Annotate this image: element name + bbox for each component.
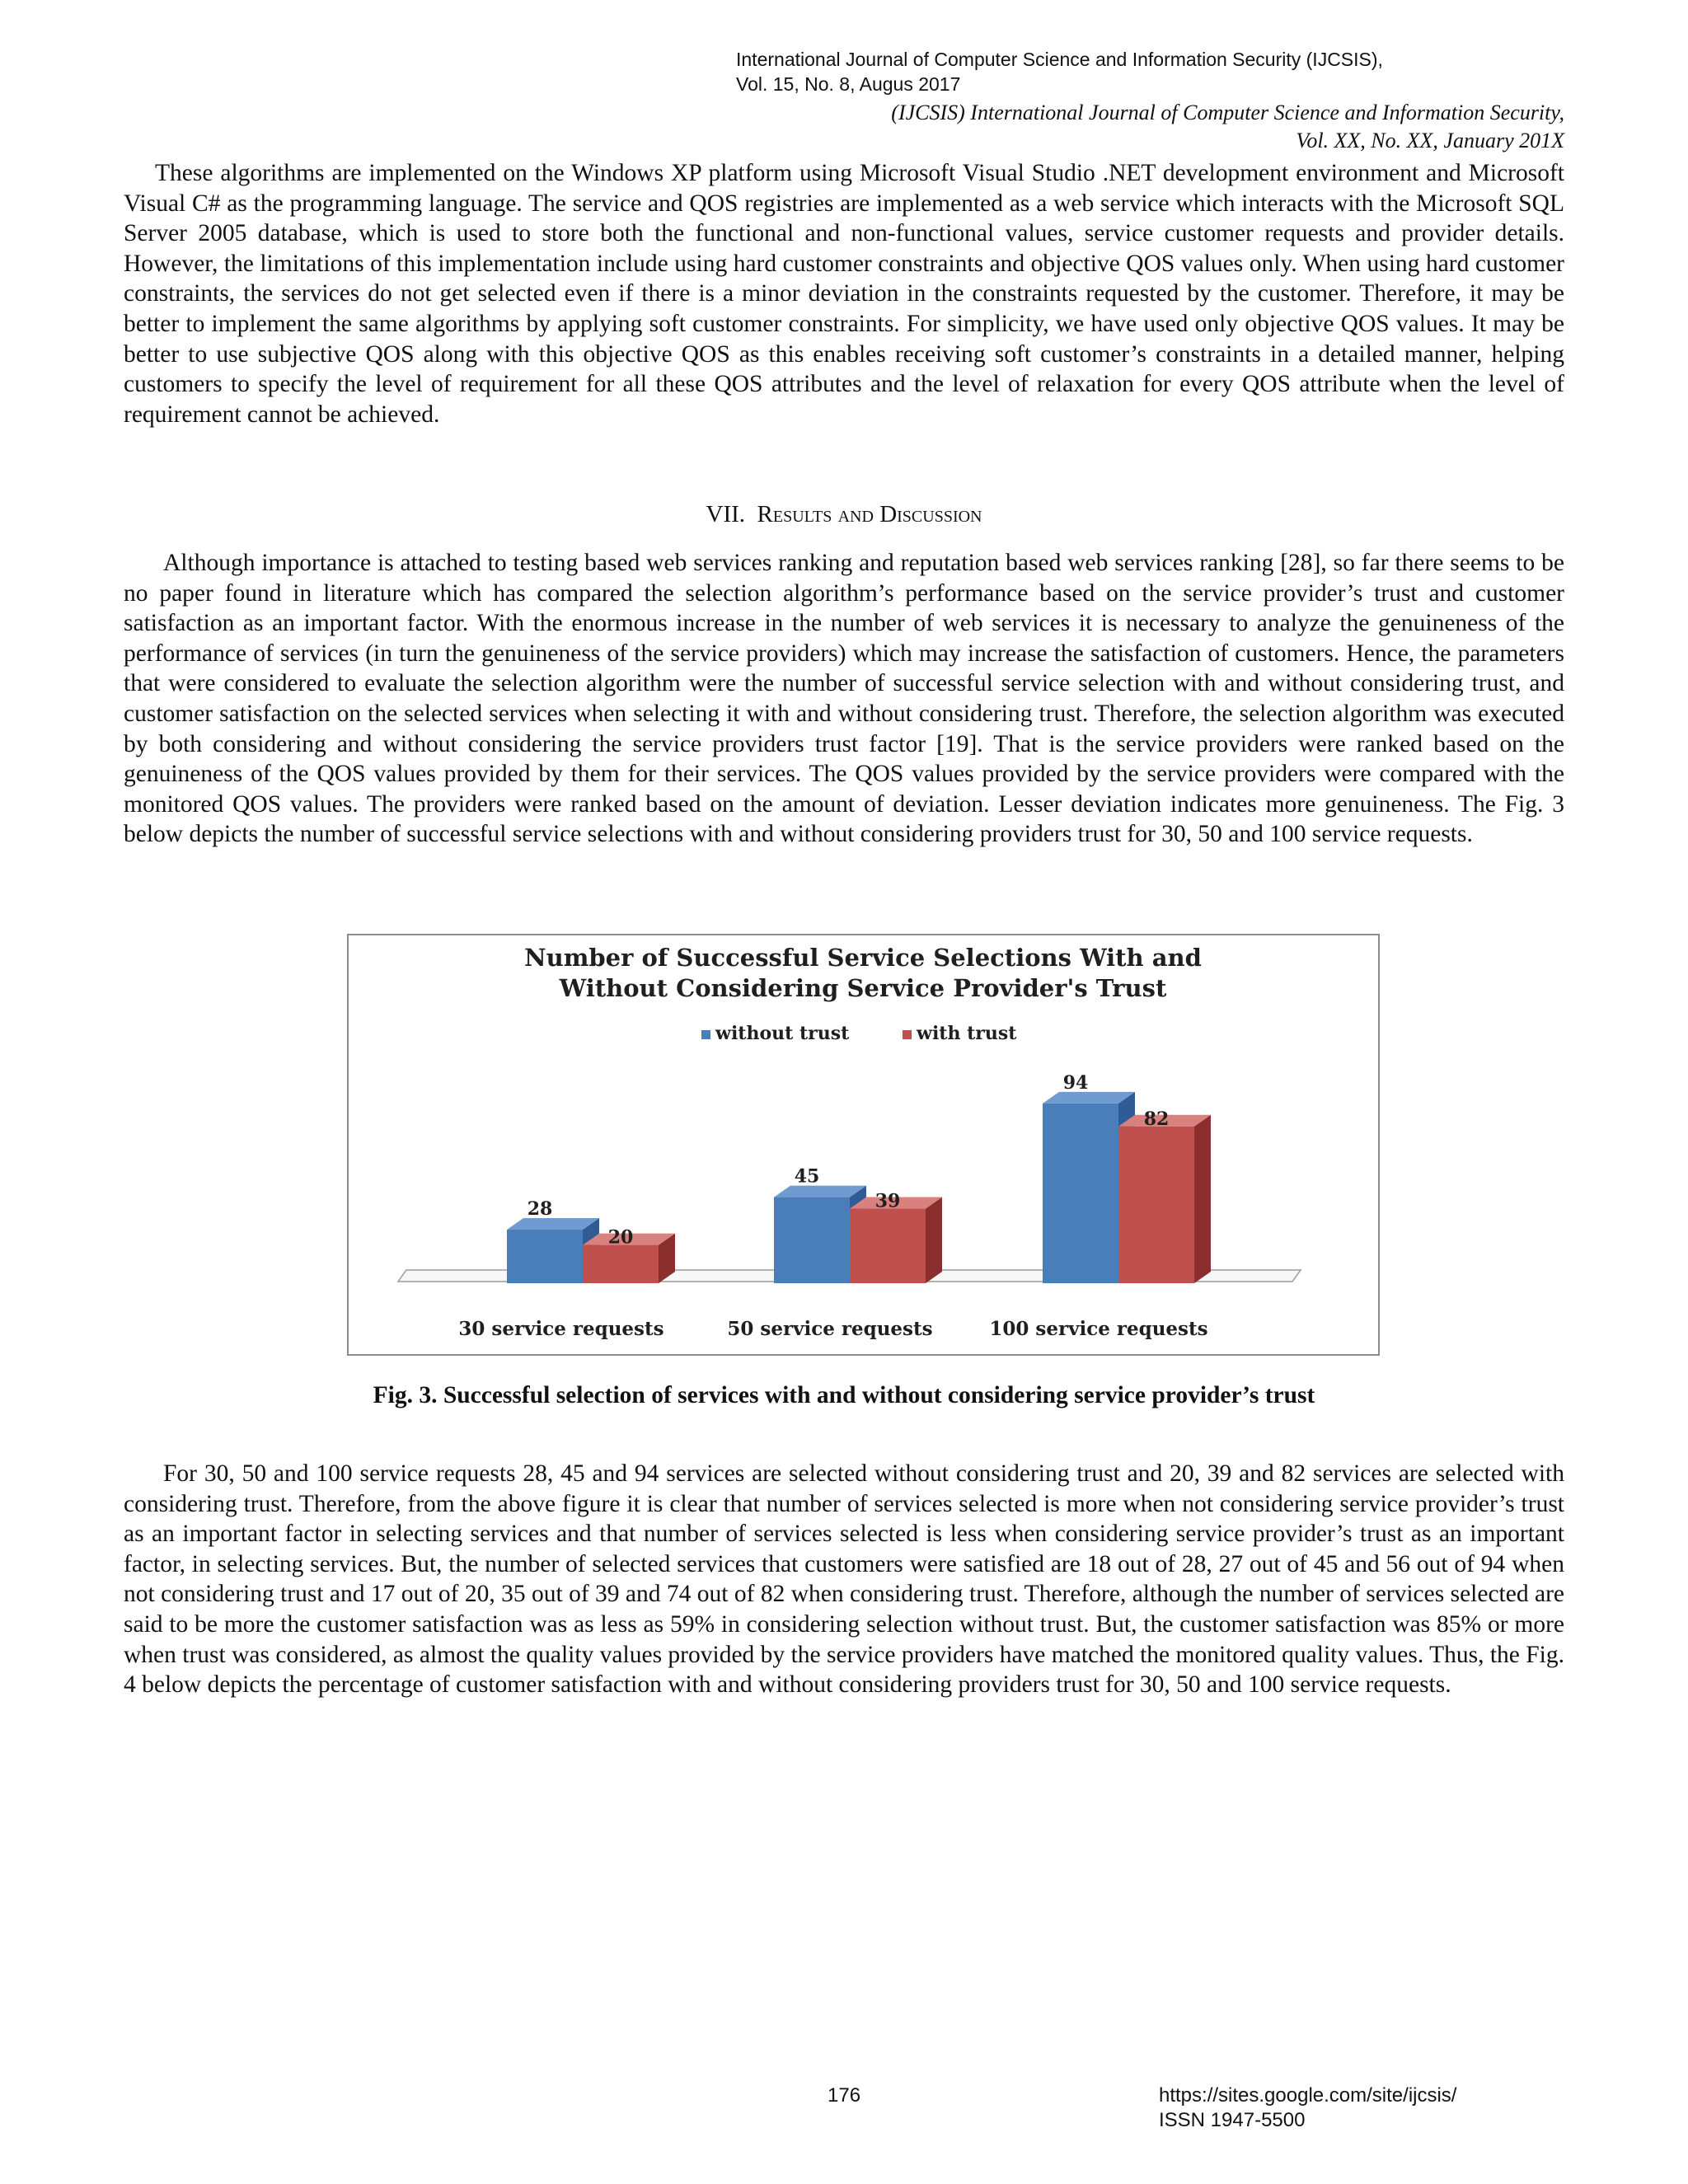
legend-label-without-trust: without trust	[715, 1023, 850, 1044]
bar-with-trust-0	[583, 1245, 659, 1283]
page-number: 176	[828, 2084, 861, 2107]
bar-with-trust-1-side	[926, 1197, 942, 1283]
x-tick-100: 100 service requests	[989, 1318, 1208, 1340]
bar-without-trust-1-label: 45	[794, 1165, 820, 1188]
chart-title-line2: Without Considering Service Provider's Trust	[559, 974, 1167, 1002]
footer-url: https://sites.google.com/site/ijcsis/	[1159, 2084, 1457, 2107]
section-heading	[0, 501, 1688, 528]
legend-swatch-with-trust	[903, 1030, 912, 1039]
bar-with-trust-1-label: 39	[874, 1190, 901, 1212]
bar-with-trust-2-label: 82	[1143, 1108, 1170, 1130]
bar-with-trust-2	[1118, 1127, 1194, 1283]
paragraph-analysis: For 30, 50 and 100 service requests 28, 45 and 94 services are selected without considering trust and 20, 39 and 82 services are selected with considering trust. Therefore, from the above figure it is clear that number of services selected is more when not considering service provider’s trust as an important factor in selecting services and that number of services selected is less when considering service provider’s trust as an important factor, in selecting services. But, the number of selected services that customers were satisfied are 18 out of 28, 27 out of 45 and 56 out of 94 when not considering trust and 17 out of 20, 35 out of 39 and 74 out of 82 when considering trust. Therefore, although the number of services selected are said to be more the customer satisfaction was as less as 59% in considering selection without trust. But, the customer satisfaction was 85% or more when trust was considered, as almost the quality values provided by the service providers have matched the monitored quality values. Thus, the Fig. 4 below depicts the percentage of customer satisfaction with and without considering providers trust for 30, 50 and 100 service requests.	[124, 1460, 1564, 1699]
paragraph-results: Although importance is attached to testing based web services ranking and reputation based web services ranking [28], so far there seems to be no paper found in literature which has compared the selection algorithm’s performance based on the service provider’s trust and customer satisfaction as an important factor. With the enormous increase in the number of web services it is necessary to analyze the genuineness of the performance of services (in turn the genuineness of the service providers) which may increase the satisfaction of customers. Hence, the parameters that were considered to evaluate the selection algorithm were the number of successful service selection with and without considering trust, and customer satisfaction on the selected services when selecting it with and without considering trust. Therefore, the selection algorithm was executed by both considering and without considering the service providers trust factor [19]. That is the service providers were ranked based on the genuineness of the QOS values provided by them for their services. The QOS values provided by the service providers were compared with the monitored QOS values. The providers were ranked based on the amount of deviation. Lesser deviation indicates more genuineness. The Fig. 3 below depicts the number of successful service selections with and without considering providers trust for 30, 50 and 100 service requests.	[124, 550, 1564, 848]
chart-bars	[507, 1072, 1211, 1283]
bar-with-trust-0-label: 20	[607, 1226, 634, 1249]
bar-with-trust-1	[850, 1209, 926, 1283]
journal-header-line1: International Journal of Computer Science and Information Security (IJCSIS),	[736, 49, 1383, 70]
figure-caption: Fig. 3. Successful selection of services with and without considering service provider’s trust	[373, 1382, 1315, 1408]
footer-issn: ISSN 1947-5500	[1159, 2109, 1306, 2131]
bar-without-trust-0	[507, 1230, 583, 1283]
journal-header-line2: Vol. 15, No. 8, Augus 2017	[736, 73, 961, 95]
bar-without-trust-2-label: 94	[1062, 1071, 1089, 1094]
bar-with-trust-2-side	[1194, 1115, 1211, 1283]
template-header-line2: Vol. XX, No. XX, January 201X	[1296, 129, 1564, 152]
section-title: Results and Discussion	[757, 501, 982, 527]
template-header-line1: (IJCSIS) International Journal of Computer Science and Information Security,	[891, 101, 1564, 124]
bar-without-trust-1	[774, 1197, 850, 1283]
x-tick-50: 50 service requests	[727, 1318, 933, 1340]
legend-swatch-without-trust	[701, 1030, 710, 1039]
section-number: VII.	[706, 501, 746, 527]
chart-title-line1: Number of Successful Service Selections With and	[524, 944, 1202, 972]
paragraph-implementation: These algorithms are implemented on the Windows XP platform using Microsoft Visual Studio .NET development environment and Microsoft Visual C# as the programming language. The service and QOS registries are implemented as a web service which interacts with the Microsoft SQL Server 2005 database, which is used to store both the functional and non-functional values, service customer requests and provider details. However, the limitations of this implementation include using hard customer constraints and objective QOS values only. When using hard customer constraints, the services do not get selected even if there is a minor deviation in the constraints requested by the customer. Therefore, it may be better to implement the same algorithms by applying soft customer constraints. For simplicity, we have used only objective QOS values. It may be better to use subjective QOS along with this objective QOS as this enables receiving soft customer’s constraints in a detailed manner, helping customers to specify the level of requirement for all these QOS attributes and the level of relaxation for every QOS attribute when the level of requirement cannot be achieved.	[124, 160, 1564, 428]
x-tick-30: 30 service requests	[458, 1318, 664, 1340]
bar-without-trust-2	[1043, 1104, 1118, 1283]
chart-frame	[347, 934, 1380, 1356]
legend-label-with-trust: with trust	[917, 1023, 1017, 1044]
bar-chart	[349, 935, 1378, 1354]
bar-without-trust-0-label: 28	[527, 1198, 553, 1221]
